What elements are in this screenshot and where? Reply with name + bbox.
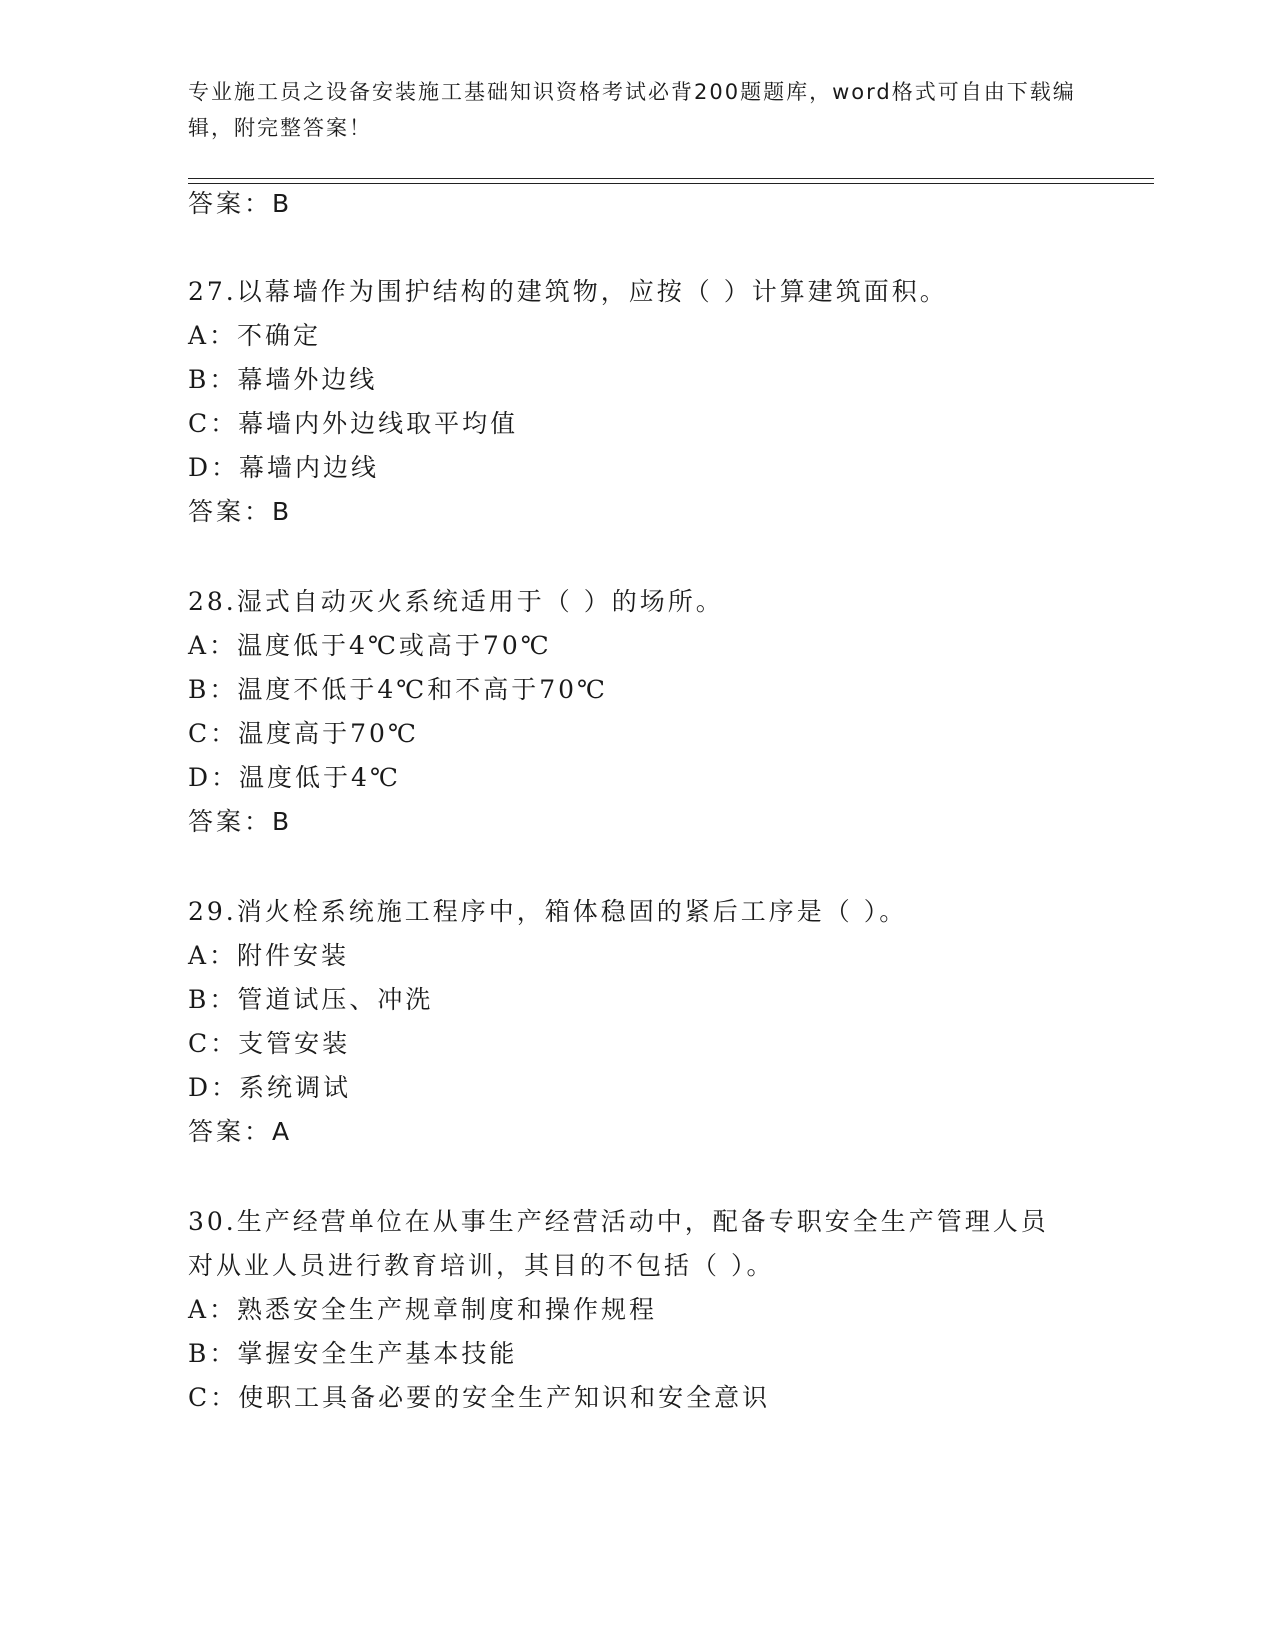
document-header: 专业施工员之设备安装施工基础知识资格考试必背200题题库，word格式可自由下载编辑，附完整答案！ [188,80,1076,140]
answer-line: 答案：B [188,497,293,526]
option-c: C：使职工具备必要的安全生产知识和安全意识 [188,1383,771,1412]
question-stem-27: 27.以幕墙作为围护结构的建筑物，应按（ ）计算建筑面积。 [188,277,948,306]
option-b: B：幕墙外边线 [188,365,378,394]
answer-line: 答案：B [188,807,293,836]
question-stem-29: 29.消火栓系统施工程序中，箱体稳固的紧后工序是（ ）。 [188,897,908,926]
answer-line: 答案：B [188,189,293,218]
header-divider-top [188,178,1154,179]
header-divider-bottom [188,183,1154,184]
option-a: A：附件安装 [188,941,350,970]
option-a: A：温度低于4℃或高于70℃ [188,631,552,660]
answer-line: 答案：A [188,1117,293,1146]
option-a: A：熟悉安全生产规章制度和操作规程 [188,1295,658,1324]
option-d: D：温度低于4℃ [188,763,401,792]
option-b: B：温度不低于4℃和不高于70℃ [188,675,609,704]
option-a: A：不确定 [188,321,322,350]
question-stem-30-line-2: 对从业人员进行教育培训，其目的不包括（ ）。 [188,1251,775,1280]
question-stem-30-line-1: 30.生产经营单位在从事生产经营活动中，配备专职安全生产管理人员 [188,1207,1049,1236]
option-c: C：温度高于70℃ [188,719,419,748]
option-c: C：幕墙内外边线取平均值 [188,409,519,438]
question-stem-28: 28.湿式自动灭火系统适用于（ ）的场所。 [188,587,724,616]
option-c: C：支管安装 [188,1029,351,1058]
option-d: D：幕墙内边线 [188,453,380,482]
option-d: D：系统调试 [188,1073,352,1102]
option-b: B：管道试压、冲洗 [188,985,434,1014]
option-b: B：掌握安全生产基本技能 [188,1339,518,1368]
